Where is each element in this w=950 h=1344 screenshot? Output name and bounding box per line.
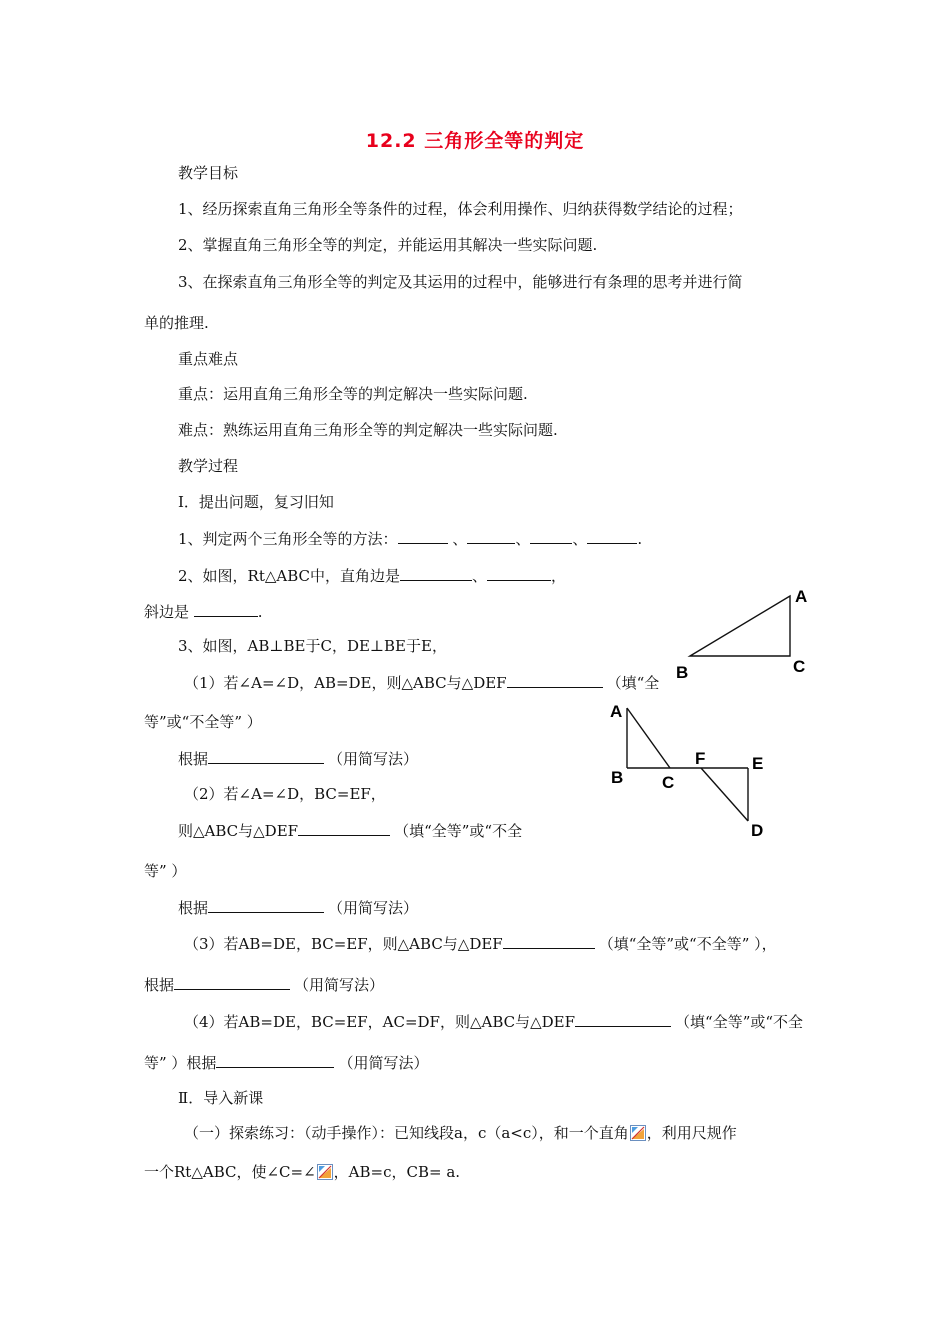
figure-two-triangles <box>604 696 784 846</box>
explore-line-2: 一个Rt△ABC，使∠C=∠ ，AB=c，CB= a. <box>144 1163 461 1181</box>
answer-blank[interactable] <box>575 1011 671 1027</box>
question-3-part-2: （2）若∠A=∠D，BC=EF， <box>184 785 386 803</box>
question-3-part-4: （4）若AB=DE，BC=EF，AC=DF，则△ABC与△DEF （填“全等”或“不全 <box>184 1013 804 1031</box>
vertex-label: D <box>751 821 764 840</box>
question-3-part-2-basis: 根据 （用简写法） <box>178 899 419 917</box>
question-3-part-1: （1）若∠A=∠D，AB=DE，则△ABC与△DEF （填“全 <box>184 674 660 692</box>
answer-blank[interactable] <box>174 974 290 990</box>
answer-blank[interactable] <box>298 820 390 836</box>
vertex-label: C <box>793 657 806 676</box>
answer-blank[interactable] <box>216 1052 334 1068</box>
process-heading: 教学过程 <box>178 457 239 475</box>
vertex-label: F <box>695 749 706 768</box>
vertex-label: C <box>662 773 675 792</box>
question-3: 3、如图，AB⊥BE于C，DE⊥BE于E， <box>178 637 447 655</box>
vertex-label: B <box>676 663 689 682</box>
image-icon <box>317 1164 333 1180</box>
key-point: 重点：运用直角三角形全等的判定解决一些实际问题. <box>178 385 528 403</box>
answer-blank[interactable] <box>587 528 637 544</box>
vertex-label: A <box>610 702 623 721</box>
answer-blank[interactable] <box>530 528 572 544</box>
question-3-part-2-cont: 等” ） <box>144 862 187 880</box>
objective-3-cont: 单的推理. <box>144 314 209 332</box>
vertex-label: B <box>611 768 624 787</box>
key-points-heading: 重点难点 <box>178 350 239 368</box>
triangle-abc <box>690 596 790 656</box>
image-icon <box>630 1125 646 1141</box>
objective-1: 1、经历探索直角三角形全等条件的过程，体会利用操作、归纳获得数学结论的过程； <box>178 200 743 218</box>
question-2-cont: 斜边是 . <box>144 603 263 621</box>
answer-blank[interactable] <box>208 897 324 913</box>
answer-blank[interactable] <box>208 748 324 764</box>
question-3-part-1-basis: 根据 （用简写法） <box>178 750 419 768</box>
question-3-part-3-basis: 根据 （用简写法） <box>144 976 385 994</box>
section-2-heading: Ⅱ．导入新课 <box>178 1089 264 1107</box>
question-1: 1、判定两个三角形全等的方法： 、 、 、 . <box>178 530 643 548</box>
answer-blank[interactable] <box>487 565 551 581</box>
explore-line-1: （一）探索练习：（动手操作）：已知线段a，c（a<c），和一个直角 ，利用尺规作 <box>184 1124 737 1142</box>
question-3-part-1-cont: 等”或“不全等” ） <box>144 713 262 731</box>
difficult-point: 难点：熟练运用直角三角形全等的判定解决一些实际问题. <box>178 421 558 439</box>
answer-blank[interactable] <box>194 601 258 617</box>
question-2: 2、如图，Rt△ABC中，直角边是 、 ， <box>178 567 567 585</box>
question-3-part-2-b: 则△ABC与△DEF （填“全等”或“不全 <box>178 822 523 840</box>
question-3-part-4-cont: 等” ）根据 （用简写法） <box>144 1054 429 1072</box>
figure-right-triangle <box>668 584 818 684</box>
answer-blank[interactable] <box>503 933 595 949</box>
question-3-part-3: （3）若AB=DE，BC=EF，则△ABC与△DEF （填“全等”或“不全等” ）， <box>184 935 777 953</box>
answer-blank[interactable] <box>467 528 515 544</box>
answer-blank[interactable] <box>398 528 448 544</box>
answer-blank[interactable] <box>507 672 603 688</box>
page-title: 12.2 三角形全等的判定 <box>365 130 585 152</box>
objectives-heading: 教学目标 <box>178 164 239 182</box>
vertex-label: E <box>752 754 764 773</box>
section-1-heading: Ⅰ．提出问题，复习旧知 <box>178 493 334 511</box>
objective-3: 3、在探索直角三角形全等的判定及其运用的过程中，能够进行有条理的思考并进行简 <box>178 273 743 291</box>
answer-blank[interactable] <box>400 565 472 581</box>
vertex-label: A <box>795 587 808 606</box>
objective-2: 2、掌握直角三角形全等的判定，并能运用其解决一些实际问题. <box>178 236 598 254</box>
